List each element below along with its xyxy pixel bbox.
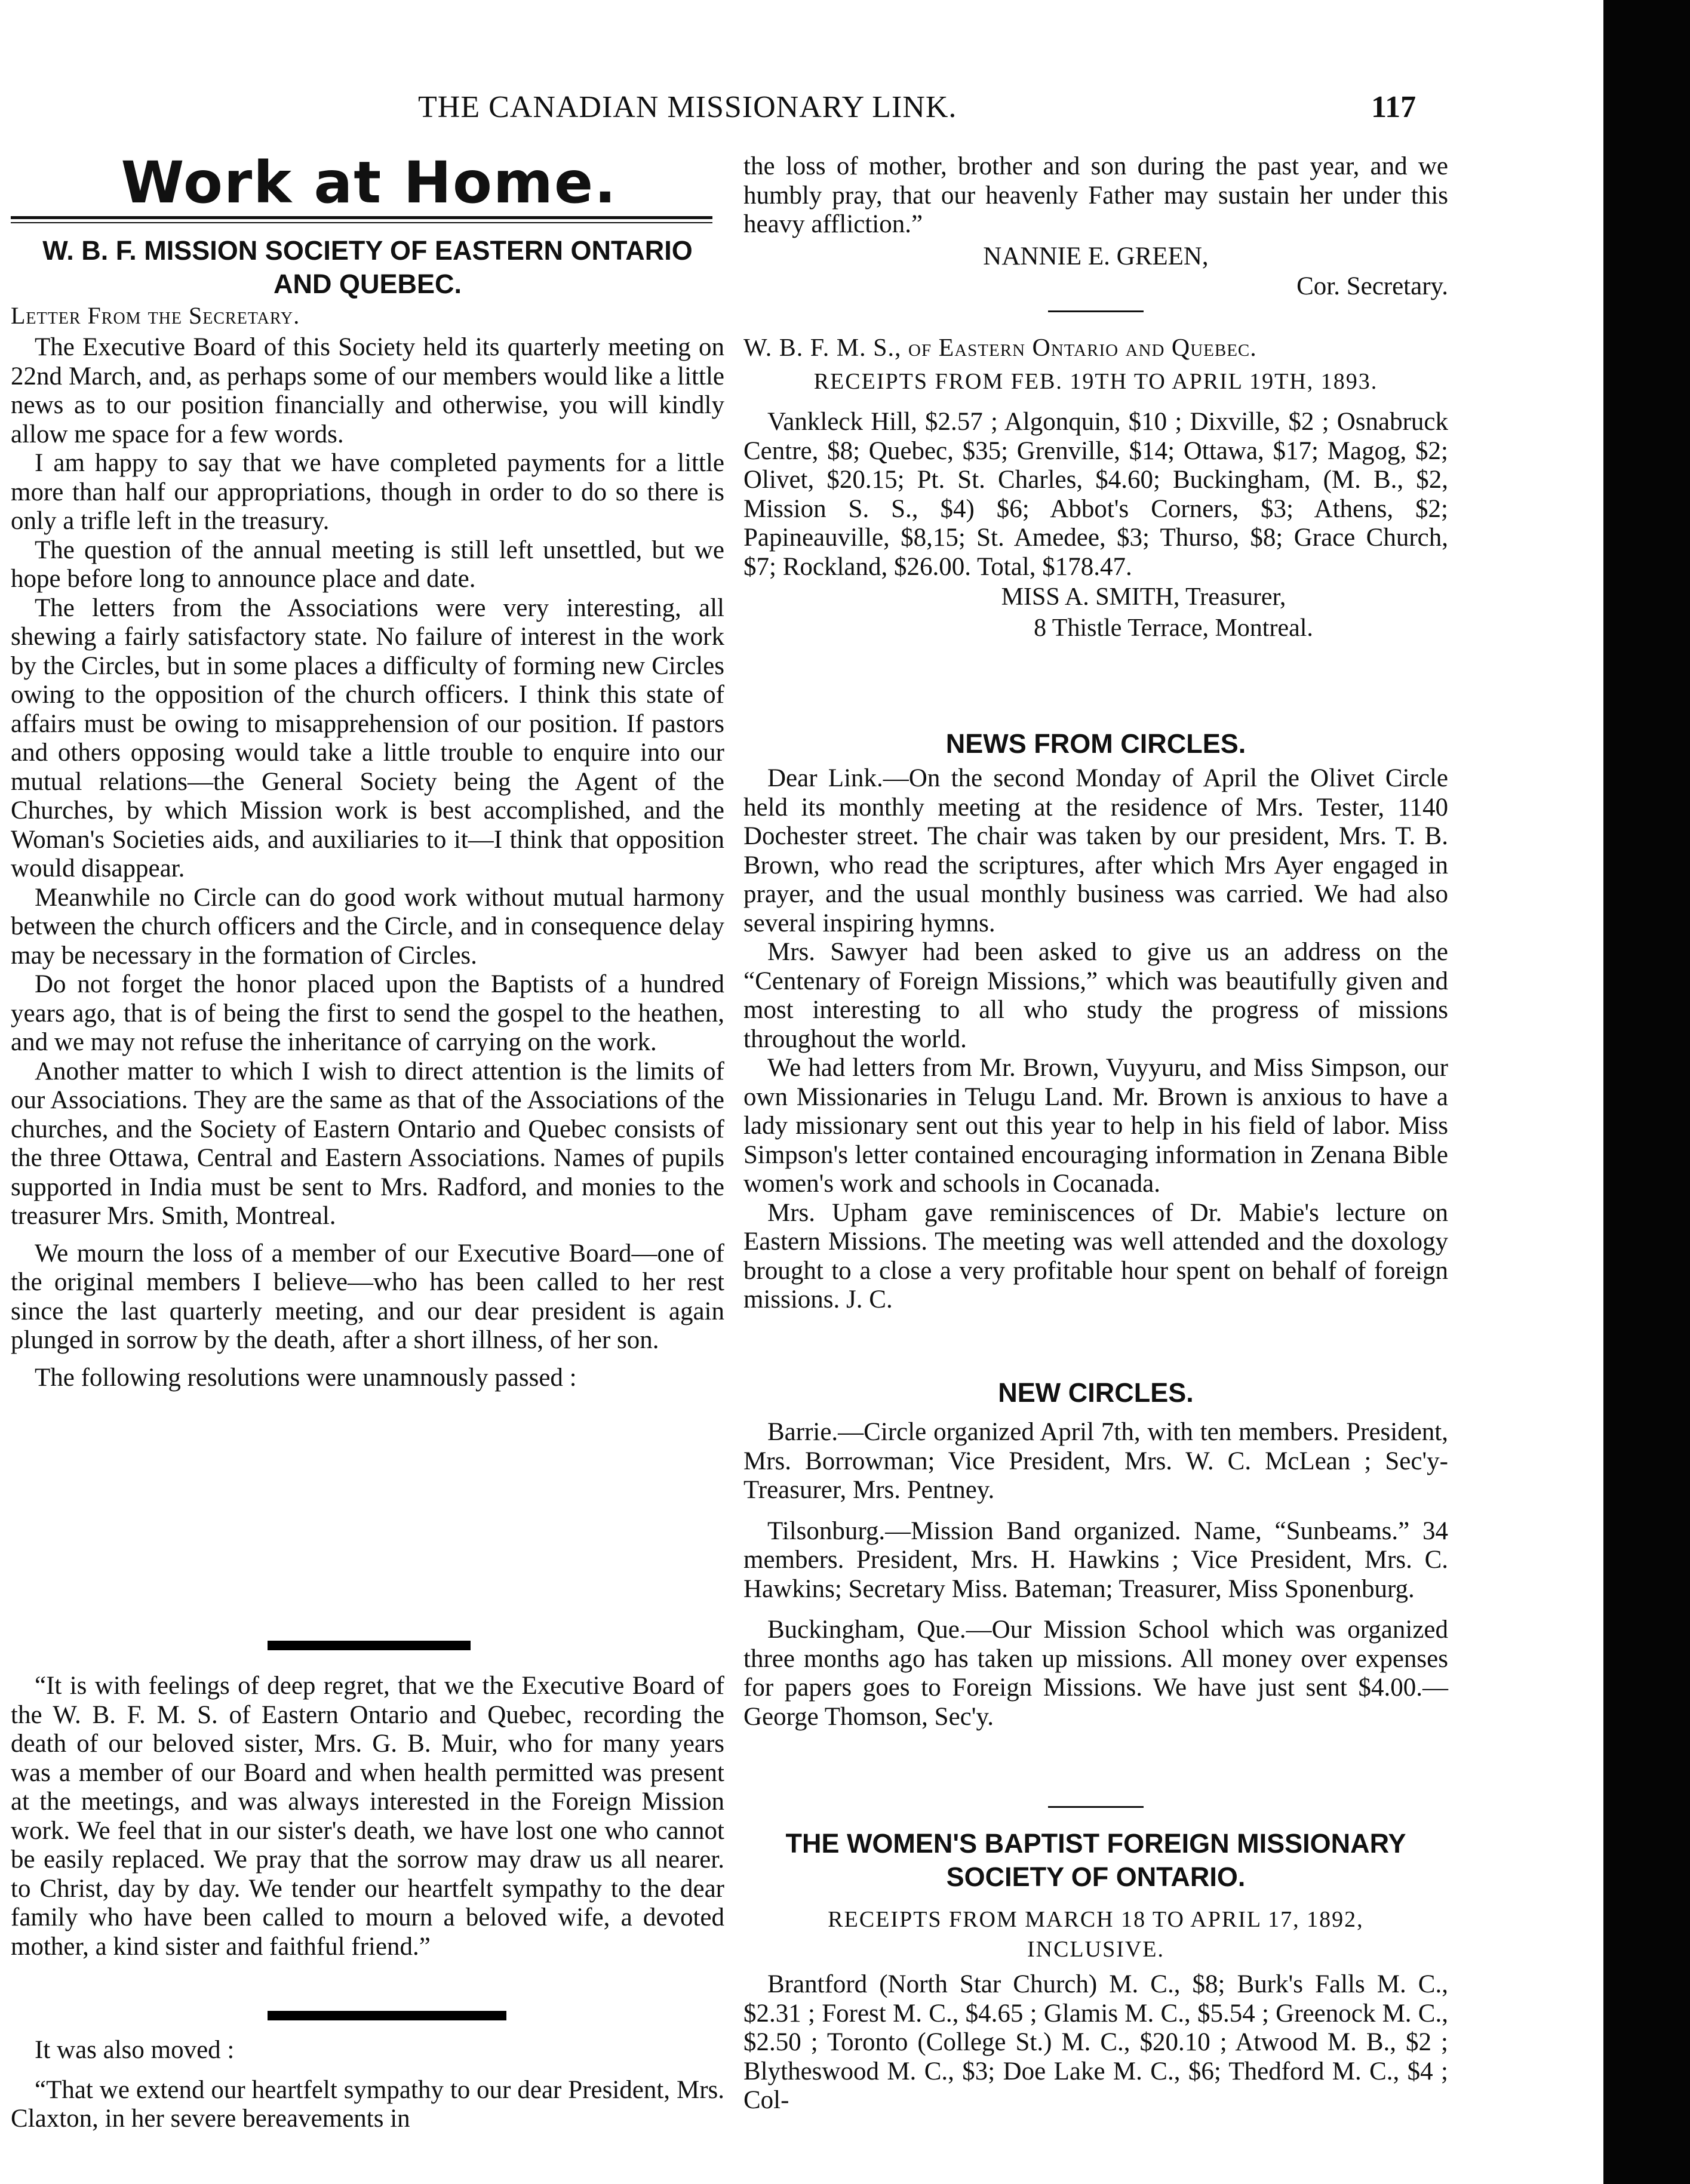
- also-moved-text: It was also moved :: [35, 2036, 235, 2064]
- receipts-heading: W. B. F. M. S., of Eastern Ontario and Quebec.: [743, 334, 1257, 362]
- paragraph: Another matter to which I wish to direct attention is the limits of our Associations. They are the same as that of the Associations of the churches, and the Society of Eastern Ontario and Quebec consists of the three Ottawa, Central and Eastern Associations. Names of pupils supported in India must be sent to Mrs. Radford, and monies to the treasurer Mrs. Smith, Montreal.: [11, 1057, 724, 1230]
- news-heading: NEWS FROM CIRCLES.: [945, 728, 1246, 759]
- receipts-block: [743, 331, 1448, 644]
- paragraph: The Executive Board of this Society held its quarterly meeting on 22nd March, and, as perhaps some of our members would like a little news as to our position financially and otherwise, you will kindly allow me space for a few words.: [11, 333, 724, 448]
- scan-dark-edge: [1603, 0, 1690, 2184]
- receipts-subheading: RECEIPTS FROM FEB. 19TH TO APRIL 19TH, 1893.: [813, 369, 1378, 394]
- signature-name: NANNIE E. GREEN,: [983, 242, 1209, 270]
- receipts-text: Vankleck Hill, $2.57 ; Algonquin, $10 ; Dixville, $2 ; Osnabruck Centre, $8; Quebec, $35; Grenville, $14; Ottawa, $17; Magog, $2; Olivet, $20.15; Pt. St. Charles, $4.60; Buckingham, (M. B., $2, Mission S. S., $4) $6; Abbot's Corners, $3; Athens, $2; Papineauville, $8,15; St. Amedee, $3; Thurso, $8; Grace Church, $7; Rockland, $26.00. Total, $178.47.: [743, 408, 1448, 581]
- continuation-text: the loss of mother, brother and son during the past year, and we humbly pray, that our heavenly Father may sustain her under this heavy affliction.”: [743, 152, 1448, 238]
- masthead-title: THE CANADIAN MISSIONARY LINK.: [418, 90, 957, 124]
- paragraph: The following resolutions were unamnously passed :: [35, 1363, 577, 1392]
- also-moved-block: [11, 2036, 724, 2134]
- paragraph: I am happy to say that we have completed payments for a little more than half our appropriations, though in order to do so there is only a trifle left in the treasury.: [11, 449, 724, 535]
- resolution-text: “It is with feelings of deep regret, that we the Executive Board of the W. B. F. M. S. of Eastern Ontario and Quebec, recording the death of our beloved sister, Mrs. G. B. Muir, who for many years was a member of our Board and when health permitted was present at the meetings, and was always interested in the Foreign Mission work. We feel that in our sister's death, we have lost one who cannot be easily replaced. We pray that the sorrow may draw us all nearer. to Christ, day by day. We tender our heartfelt sympathy to the dear family who have been called to mourn a beloved wife, a devoted mother, a kind sister and faithful friend.”: [11, 1672, 724, 1961]
- double-rule-thin: [11, 222, 712, 223]
- short-rule: [1048, 1806, 1144, 1808]
- society-heading: W. B. F. MISSION SOCIETY OF EASTERN ONTARIO AND QUEBEC.: [42, 235, 693, 299]
- paragraph: We mourn the loss of a member of our Executive Board—one of the original members I believe—who has been called to her rest since the last quarterly meeting, and our dear president is again plunged in sorrow by the death, after a short illness, of her son.: [11, 1239, 724, 1354]
- resolution-block: [11, 1672, 724, 1961]
- paragraph: The letters from the Associations were very interesting, all shewing a fairly satisfactory state. No failure of interest in the work by the Circles, but in some places a difficulty of forming new Circles owing to the opposition of the church officers. I think this state of affairs must be owing to misapprehension of our position. If pastors and others opposing would take a little trouble to enquire into our mutual relations—the General Society being the Agent of the Churches, by which Mission work is best accomplished, and the Woman's Societies aids, and auxiliaries to it—I think that opposition would disappear.: [11, 593, 724, 882]
- treasurer-address: 8 Thistle Terrace, Montreal.: [1034, 614, 1313, 642]
- news-paragraph: Mrs. Sawyer had been asked to give us an address on the “Centenary of Foreign Missions,” which was beautifully given and most interesting to all who study the progress of missions throughout the world.: [743, 938, 1448, 1053]
- new-circle-entry: Tilsonburg.—Mission Band organized. Name, “Sunbeams.” 34 members. President, Mrs. H. Hawkins ; Vice President, Mrs. C. Hawkins; Secretary Miss. Bateman; Treasurer, Miss Sponenburg.: [743, 1517, 1448, 1603]
- paragraph: Do not forget the honor placed upon the Baptists of a hundred years ago, that is of being the first to send the gospel to the heathen, and we may not refuse the inheritance of carrying on the work.: [11, 970, 724, 1056]
- ontario-heading: THE WOMEN'S BAPTIST FOREIGN MISSIONARY SOCIETY OF ONTARIO.: [785, 1828, 1406, 1892]
- paragraph: The question of the annual meeting is still left unsettled, but we hope before long to announce place and date.: [11, 536, 724, 593]
- section-title: Work at Home.: [121, 149, 617, 216]
- ontario-receipts-text: Brantford (North Star Church) M. C., $8; Burk's Falls M. C., $2.31 ; Forest M. C., $4.65 ; Glamis M. C., $5.54 ; Greenock M. C., $2.50 ; Toronto (College St.) M. C., $20.10 ; Atwood M. B., $2 ; Blytheswood M. C., $3; Doe Lake M. C., $6; Thedford M. C., $4 ; Col-: [743, 1970, 1448, 2114]
- new-circle-entry: Buckingham, Que.—Our Mission School which was organized three months ago has taken up missions. All money over expenses for papers goes to Foreign Missions. We have just sent $4.00.—George Thomson, Sec'y.: [743, 1616, 1448, 1731]
- signature-title: Cor. Secretary.: [1296, 272, 1448, 300]
- ontario-receipts: [743, 1970, 1448, 2115]
- news-block: [743, 764, 1448, 1315]
- new-circles-heading: NEW CIRCLES.: [998, 1377, 1194, 1408]
- news-paragraph: We had letters from Mr. Brown, Vuyyuru, and Miss Simpson, our own Missionaries in Telugu Land. Mr. Brown is anxious to have a lady missionary sent out this year to help in his field of labor. Miss Simpson's letter contained encouraging information in Zenana Bible women's work and schools in Cocanada.: [743, 1054, 1448, 1198]
- new-circle-entry: Barrie.—Circle organized April 7th, with ten members. President, Mrs. Borrowman; Vice President, Mrs. W. C. McLean ; Sec'y-Treasurer, Mrs. Pentney.: [743, 1418, 1448, 1504]
- double-rule-thick: [11, 216, 712, 219]
- page-number: 117: [1371, 90, 1416, 124]
- continuation-block: [743, 152, 1448, 302]
- letter-body: [11, 333, 724, 1392]
- news-paragraph: Dear Link.—On the second Monday of April the Olivet Circle held its monthly meeting at the residence of Mrs. Tester, 1140 Dochester street. The chair was taken by our president, Mrs. T. B. Brown, who read the scriptures, after which Mrs Ayer engaged in prayer, and the usual monthly business was carried. We had also several inspiring hymns.: [743, 764, 1448, 937]
- paragraph: Meanwhile no Circle can do good work without mutual harmony between the church officers and the Circle, and in consequence delay may be necessary in the formation of Circles.: [11, 883, 724, 970]
- treasurer-name: MISS A. SMITH, Treasurer,: [1001, 583, 1286, 611]
- separator-bar: [268, 1641, 471, 1650]
- news-paragraph: Mrs. Upham gave reminiscences of Dr. Mabie's lecture on Eastern Missions. The meeting was well attended and the doxology brought to a close a very profitable hour spent on behalf of foreign missions. J. C.: [743, 1198, 1448, 1314]
- letter-subheading: Letter From the Secretary.: [11, 302, 300, 329]
- separator-bar: [268, 2011, 506, 2020]
- short-rule: [1048, 310, 1144, 312]
- second-resolution-text: “That we extend our heartfelt sympathy to our dear President, Mrs. Claxton, in her severe bereavements in: [11, 2075, 724, 2133]
- ontario-subheading: RECEIPTS FROM MARCH 18 TO APRIL 17, 1892, INCLUSIVE.: [828, 1907, 1364, 1962]
- new-circles-block: [743, 1418, 1448, 1731]
